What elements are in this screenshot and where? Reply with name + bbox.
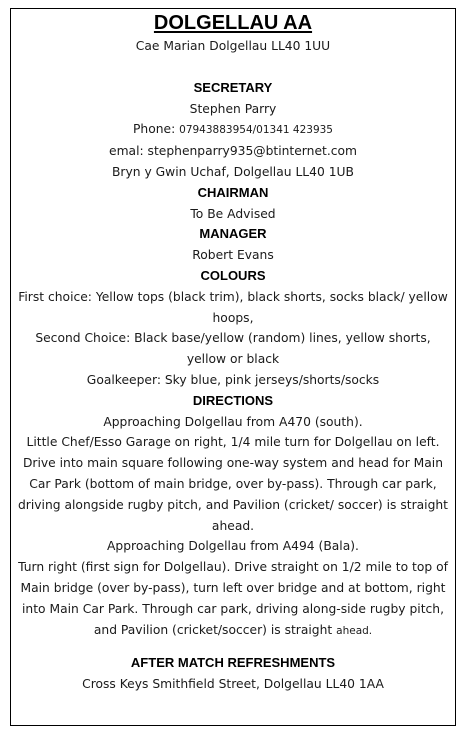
colours-goalkeeper: Goalkeeper: Sky blue, pink jerseys/shorts/socks — [86, 372, 380, 387]
secretary-phone — [11, 119, 455, 141]
manager-heading: MANAGER — [199, 226, 267, 242]
ground-address: Cae Marian Dolgellau LL40 1UU — [135, 39, 331, 53]
manager-name: Robert Evans — [192, 248, 274, 263]
chairman-heading: CHAIRMAN — [197, 184, 269, 200]
phone-numbers: 07943883954/01341 423935 — [179, 124, 333, 137]
colours-second-choice: Second Choice: Black base/yellow (random) lines, yellow shorts, yellow or black — [35, 331, 431, 367]
spacer — [11, 641, 455, 653]
club-name: DOLGELLAU AA — [153, 12, 313, 34]
secretary-address: Bryn y Gwin Uchaf, Dolgellau LL40 1UB — [112, 164, 354, 179]
directions-heading: DIRECTIONS — [192, 392, 274, 408]
refreshments-venue: Cross Keys Smithfield Street, Dolgellau LL40 1AA — [82, 677, 384, 692]
directions-bala-text — [11, 557, 455, 641]
directions-south-text: Little Chef/Esso Garage on right, 1/4 mile turn for Dolgellau on left. Drive into main square following one-way system and head for Main Car Park (bottom of main bridge, over by-pass). Through car park, driving alongside rugby pitch, and Pavilion (cricket/ soccer) is straight ahead. — [18, 435, 448, 533]
phone-label: Phone: — [132, 122, 180, 137]
refreshments-heading: AFTER MATCH REFRESHMENTS — [130, 655, 336, 671]
colours-heading: COLOURS — [200, 267, 266, 283]
secretary-email: emal: stephenparry935@btinternet.com — [109, 144, 357, 159]
secretary-heading: SECRETARY — [193, 79, 273, 95]
spacer — [11, 57, 455, 78]
directions-bala-title: Approaching Dolgellau from A494 (Bala). — [107, 539, 359, 554]
bala-text-end: ahead. — [336, 624, 373, 637]
directions-south-title: Approaching Dolgellau from A470 (south). — [103, 414, 363, 429]
secretary-name: Stephen Parry — [189, 101, 277, 116]
bala-text-main: Turn right (first sign for Dolgellau). Drive straight on 1/2 mile to top of Main bridge (over by-pass), turn left over bridge and at bottom, right into Main Car Park. Through car park, driving along-side rugby pitch, and Pavilion (cricket/soccer) is straight — [18, 560, 448, 637]
club-info-card — [10, 8, 456, 726]
colours-first-choice: First choice: Yellow tops (black trim), black shorts, socks black/ yellow hoops, — [18, 289, 448, 325]
chairman-name: To Be Advised — [190, 206, 276, 221]
